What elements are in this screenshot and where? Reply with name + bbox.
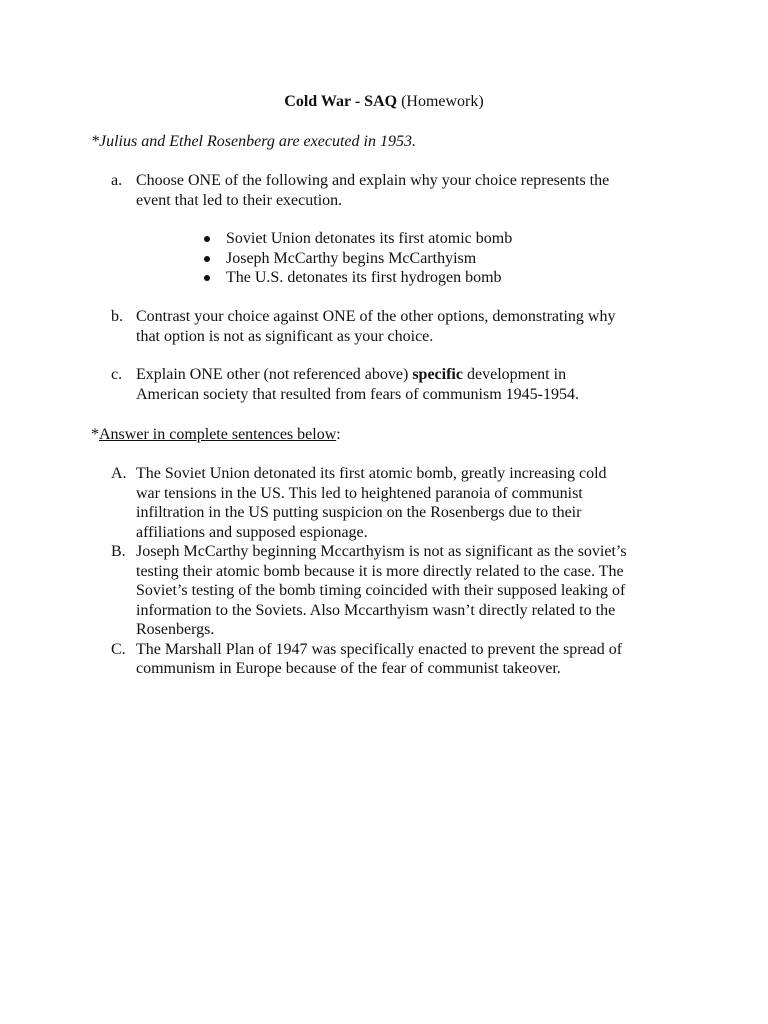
question-marker: b. [111,308,123,325]
question-emphasis: specific [412,366,463,383]
answer-line: war tensions in the US. This led to heightened paranoia of communist [136,484,583,502]
answer-heading-prefix: * [91,426,99,443]
option-text: Soviet Union detonates its first atomic bomb [226,230,513,247]
bullet-icon [200,268,226,288]
option-text: The U.S. detonates its first hydrogen bomb [226,269,502,286]
question-text [136,307,681,346]
answer-text [136,640,681,679]
answer-marker: A. [111,465,127,482]
answer-line: testing their atomic bomb because it is more directly related to the case. The [136,562,624,580]
answer-line: affiliations and supposed espionage. [136,523,368,541]
title-rest: (Homework) [397,93,484,110]
bullet-icon [200,249,226,269]
answer-text [136,542,681,640]
question-line: Choose ONE of the following and explain why your choice represents the [136,172,610,189]
question-text-part: development in [462,366,567,383]
answer-heading-text: Answer in complete sentences below [99,426,337,443]
question-line [136,365,681,385]
answer-line: information to the Soviets. Also Mccarthyism wasn’t directly related to the [136,601,616,619]
question-c [111,365,681,404]
answer-line: The Marshall Plan of 1947 was specifically enacted to prevent the spread of [136,640,623,658]
options-list [200,229,512,288]
question-text-part: Explain ONE other (not referenced above) [136,366,413,383]
question-text [136,365,681,404]
answer-line: infiltration in the US putting suspicion on the Rosenbergs due to their [136,504,582,521]
answer-heading-suffix: : [336,426,341,443]
list-item [200,268,512,288]
question-line: event that led to their execution. [136,191,343,209]
question-text [136,171,681,210]
bullet-icon [200,229,226,249]
answers-list [111,464,681,679]
list-item [200,229,512,249]
answer-heading [91,425,341,445]
answer-line: The Soviet Union detonated its first atomic bomb, greatly increasing cold [136,465,607,482]
page-title [0,92,768,112]
answer-c [111,640,681,679]
question-line: Contrast your choice against ONE of the other options, demonstrating why [136,308,616,325]
answer-marker: C. [111,640,126,658]
option-text: Joseph McCarthy begins McCarthyism [226,249,477,267]
answer-line: Soviet’s testing of the bomb timing coincided with their supposed leaking of [136,582,626,599]
question-marker: c. [111,366,123,383]
answer-text [136,464,681,542]
question-line: that option is not as significant as your choice. [136,327,434,345]
answer-line: Joseph McCarthy beginning Mccarthyism is not as significant as the soviet’s [136,543,627,560]
answer-line: communism in Europe because of the fear of communist takeover. [136,660,561,677]
question-line: American society that resulted from fears of communism 1945-1954. [136,385,579,403]
question-marker: a. [111,172,123,189]
answer-a [111,464,681,542]
list-item [200,249,512,269]
answer-line: Rosenbergs. [136,621,215,638]
question-a [111,171,681,210]
intro-statement: *Julius and Ethel Rosenberg are executed in 1953. [91,133,416,150]
answer-marker: B. [111,543,126,560]
title-bold: Cold War - SAQ [284,93,398,110]
question-b [111,307,681,346]
answer-b [111,542,681,640]
